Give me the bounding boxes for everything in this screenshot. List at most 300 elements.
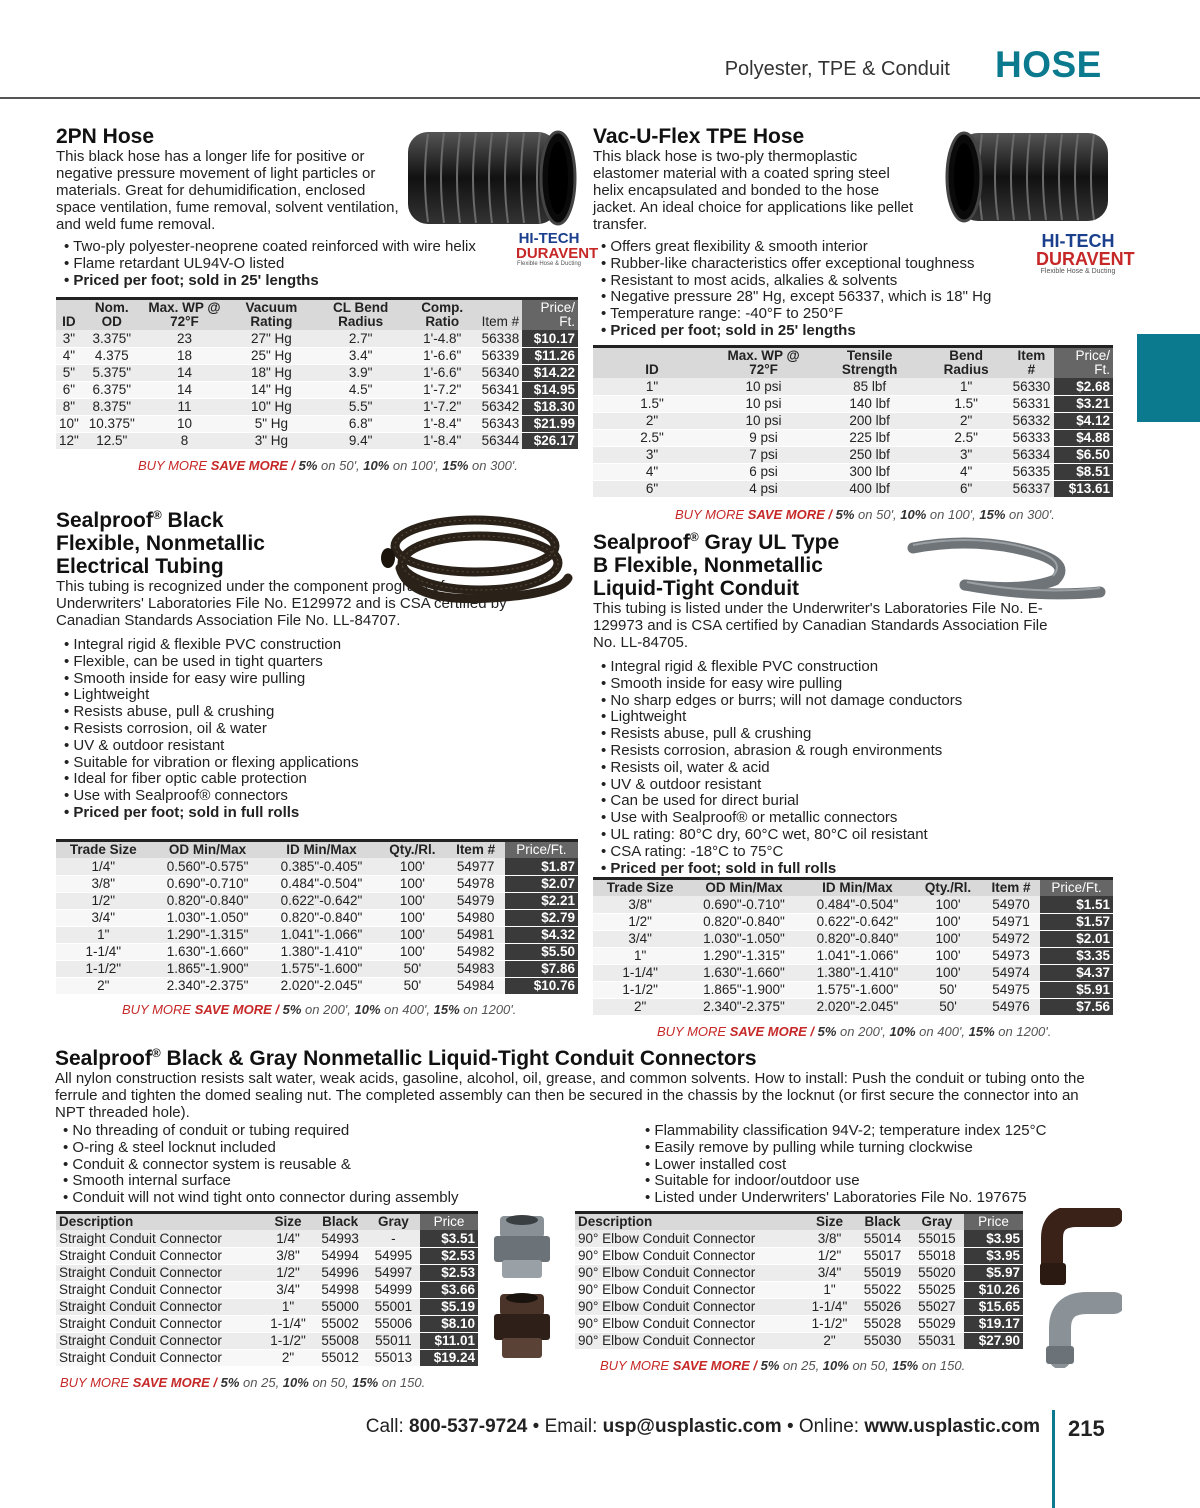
table-cell: 9 psi	[711, 429, 816, 446]
table-row	[593, 446, 1113, 463]
table-cell: 0.622"-0.642"	[265, 892, 379, 909]
table-cell: 11	[142, 398, 228, 415]
text-span: on 200',	[836, 1024, 890, 1039]
table-cell: 1"	[263, 1298, 314, 1315]
table-cell: 0.820"-0.840"	[151, 892, 265, 909]
table-cell: 55014	[855, 1230, 909, 1247]
col-header: Trade Size	[593, 880, 687, 896]
text-span: SAVE MORE	[210, 458, 288, 473]
feature-item: • Integral rigid & flexible PVC construction	[64, 637, 586, 654]
col-header: ID	[593, 348, 711, 378]
table-cell: 54974	[982, 964, 1040, 981]
table-cell: 10 psi	[711, 378, 816, 395]
text-span: on 200',	[301, 1002, 355, 1017]
table-row	[56, 1332, 478, 1349]
col-header: Price/Ft.	[505, 842, 578, 858]
price-cell: $7.86	[505, 960, 578, 977]
table-cell: 5" Hg	[227, 415, 315, 432]
table-cell: 2.5"	[923, 429, 1009, 446]
table-cell: 0.690"-0.710"	[151, 875, 265, 892]
table-cell: 10 psi	[711, 412, 816, 429]
table-cell: 1.030"-1.050"	[687, 930, 800, 947]
2pn-price-table	[56, 297, 578, 450]
table-cell: 90° Elbow Conduit Connector	[575, 1315, 804, 1332]
table-cell: 54984	[446, 977, 505, 994]
col-header: OD Min/Max	[687, 880, 800, 896]
table-cell: 54977	[446, 858, 505, 875]
price-cell: $2.53	[420, 1247, 478, 1264]
table-cell: 1-1/2"	[263, 1332, 314, 1349]
text-span: Sealproof	[56, 509, 153, 532]
text-span: BUY MORE	[675, 507, 748, 522]
price-cell: $3.51	[420, 1230, 478, 1247]
text-span: on 150.	[918, 1358, 966, 1373]
feature-item: • Flammability classification 94V-2; temperature index 125°C	[645, 1123, 1117, 1140]
table-cell: 1.030"-1.050"	[151, 909, 265, 926]
section-connectors	[55, 1042, 1115, 1121]
price-cell: $3.95	[964, 1247, 1023, 1264]
feature-list	[593, 659, 1133, 877]
price-cell: $14.22	[522, 364, 578, 381]
text-span: BUY MORE	[138, 458, 211, 473]
table-cell: 55011	[367, 1332, 420, 1349]
buy-more-promo	[675, 507, 1055, 522]
table-cell: 55026	[855, 1298, 909, 1315]
table-cell: 56341	[479, 381, 523, 398]
table-cell: 85 lbf	[816, 378, 923, 395]
text-span: /	[749, 1358, 761, 1373]
table-cell: 55015	[910, 1230, 964, 1247]
text-span: /	[287, 458, 299, 473]
price-cell: $10.76	[505, 977, 578, 994]
col-header: Max. WP @ 72°F	[711, 348, 816, 378]
table-cell: 1.041"-1.066"	[801, 947, 914, 964]
straight-connector-table	[56, 1211, 478, 1367]
table-cell: 55019	[855, 1264, 909, 1281]
table-cell: 2.020"-2.045"	[801, 998, 914, 1015]
table-cell: 2.340"-2.375"	[687, 998, 800, 1015]
price-cell: $1.51	[1040, 896, 1113, 913]
table-cell: Straight Conduit Connector	[56, 1264, 263, 1281]
col-header: Item #	[479, 300, 523, 330]
text-span: on 300'.	[468, 458, 518, 473]
table-cell: 54976	[982, 998, 1040, 1015]
table-cell: 200 lbf	[816, 412, 923, 429]
col-header: Qty./Rl.	[378, 842, 446, 858]
price-cell: $18.30	[522, 398, 578, 415]
table-cell: 100'	[914, 930, 982, 947]
price-cell: $26.17	[522, 432, 578, 449]
text-span: on 300'.	[1005, 507, 1055, 522]
table-cell: 56339	[479, 347, 523, 364]
table-cell: 1.575"-1.600"	[801, 981, 914, 998]
table-cell: 90° Elbow Conduit Connector	[575, 1230, 804, 1247]
table-cell: 55022	[855, 1281, 909, 1298]
price-cell: $4.12	[1054, 412, 1113, 429]
table-cell: 100'	[914, 964, 982, 981]
table-cell: 56337	[1009, 480, 1054, 497]
buy-more-promo	[138, 458, 518, 473]
table-cell: 55028	[855, 1315, 909, 1332]
product-title: Vac-U-Flex TPE Hose	[593, 125, 805, 148]
table-cell: 54973	[982, 947, 1040, 964]
text-span: 5%	[282, 1002, 302, 1017]
text-span: Sealproof	[593, 531, 690, 554]
feature-item: • Resists abuse, pull & crushing	[601, 726, 1133, 743]
table-cell: 3"	[56, 330, 82, 347]
table-cell: Straight Conduit Connector	[56, 1281, 263, 1298]
text-span: SAVE MORE	[747, 507, 825, 522]
table-cell: 5.5"	[315, 398, 405, 415]
table-cell: 1"	[804, 1281, 856, 1298]
section-title: HOSE	[995, 44, 1102, 85]
table-cell: 3/4"	[56, 909, 151, 926]
col-header: Qty./Rl.	[914, 880, 982, 896]
table-cell: Straight Conduit Connector	[56, 1332, 263, 1349]
text-span: Black & Gray Nonmetallic Liquid-Tight Conduit Connectors	[160, 1047, 757, 1070]
table-cell: 90° Elbow Conduit Connector	[575, 1332, 804, 1349]
table-cell: 3/4"	[804, 1264, 856, 1281]
feature-item: • Lightweight	[601, 709, 1133, 726]
feature-item: • Lower installed cost	[645, 1157, 1117, 1174]
table-cell: -	[367, 1230, 420, 1247]
table-cell: 1.290"-1.315"	[151, 926, 265, 943]
text-span: 10%	[354, 1002, 381, 1017]
col-header: Tensile Strength	[816, 348, 923, 378]
black-tubing-image	[370, 508, 580, 618]
feature-item: • Priced per foot; sold in 25' lengths	[64, 273, 586, 290]
table-cell: 56343	[479, 415, 523, 432]
text-span: BUY MORE	[60, 1375, 133, 1390]
price-cell: $7.56	[1040, 998, 1113, 1015]
table-cell: 5"	[56, 364, 82, 381]
feature-item: • Resists corrosion, oil & water	[64, 721, 586, 738]
text-span: on 400',	[380, 1002, 434, 1017]
table-cell: 3/8"	[263, 1247, 314, 1264]
table-cell: 4.375	[82, 347, 142, 364]
text-span: on 150.	[378, 1375, 426, 1390]
text-span: Black	[161, 509, 224, 532]
table-cell: 6"	[56, 381, 82, 398]
col-header: ID	[56, 300, 82, 330]
text-span: on 50,	[308, 1375, 353, 1390]
price-cell: $2.07	[505, 875, 578, 892]
text-span: • Email:	[527, 1416, 603, 1437]
table-cell: 1'-6.6"	[406, 364, 479, 381]
table-cell: 100'	[378, 926, 446, 943]
table-cell: 10.375"	[82, 415, 142, 432]
feature-item: • CSA rating: -18°C to 75°C	[601, 844, 1133, 861]
text-span: BUY MORE	[657, 1024, 730, 1039]
table-cell: 54981	[446, 926, 505, 943]
table-row	[593, 412, 1113, 429]
text-span: /	[806, 1024, 818, 1039]
table-cell: 54972	[982, 930, 1040, 947]
table-cell: 55031	[910, 1332, 964, 1349]
footer-divider	[1052, 1410, 1055, 1508]
table-cell: 9.4"	[315, 432, 405, 449]
price-cell: $2.53	[420, 1264, 478, 1281]
table-cell: 6"	[923, 480, 1009, 497]
table-cell: 10" Hg	[227, 398, 315, 415]
text-span: 15%	[442, 458, 469, 473]
table-row	[56, 1264, 478, 1281]
price-cell: $27.90	[964, 1332, 1023, 1349]
table-row	[56, 415, 578, 432]
feature-item: • Smooth internal surface	[63, 1173, 575, 1190]
table-cell: 3/4"	[593, 930, 687, 947]
price-cell: $8.51	[1054, 463, 1113, 480]
text-span: on 400',	[915, 1024, 969, 1039]
table-cell: 400 lbf	[816, 480, 923, 497]
table-cell: Straight Conduit Connector	[56, 1349, 263, 1366]
vac-price-table	[593, 345, 1113, 498]
table-row	[575, 1264, 1023, 1281]
table-cell: 1"	[923, 378, 1009, 395]
table-cell: 2"	[593, 412, 711, 429]
table-cell: 55017	[855, 1247, 909, 1264]
table-cell: 27" Hg	[227, 330, 315, 347]
table-cell: 10 psi	[711, 395, 816, 412]
col-header: Price/ Ft.	[522, 300, 578, 330]
table-cell: 1/2"	[804, 1247, 856, 1264]
table-cell: 250 lbf	[816, 446, 923, 463]
price-cell: $8.10	[420, 1315, 478, 1332]
col-header: Item #	[1009, 348, 1054, 378]
email-link[interactable]: usp@usplastic.com	[602, 1416, 782, 1437]
table-cell: 54995	[367, 1247, 420, 1264]
table-cell: 54979	[446, 892, 505, 909]
table-cell: 55000	[314, 1298, 367, 1315]
table-row	[56, 943, 578, 960]
table-cell: 100'	[378, 858, 446, 875]
table-cell: 0.560"-0.575"	[151, 858, 265, 875]
product-description: This tubing is recognized under the component program of Underwriters' Laboratories File No. E129972 and is CSA certified by Canadian Standards Association File No. LL-84707.	[56, 578, 507, 629]
table-cell: 6"	[593, 480, 711, 497]
text-span: on 50,	[848, 1358, 893, 1373]
table-cell: Straight Conduit Connector	[56, 1247, 263, 1264]
text-span: Electrical Tubing	[56, 555, 224, 578]
table-cell: 100'	[378, 875, 446, 892]
col-header: Gray	[910, 1214, 964, 1230]
col-header: ID Min/Max	[801, 880, 914, 896]
buy-more-promo	[657, 1024, 1051, 1039]
table-cell: 54998	[314, 1281, 367, 1298]
text-span: HI-TECH	[1041, 231, 1115, 251]
connector-features-right	[637, 1115, 1117, 1207]
table-row	[56, 398, 578, 415]
feature-item: • Integral rigid & flexible PVC construction	[601, 659, 1133, 676]
text-span: DURAVENT	[516, 245, 599, 262]
table-cell: 1/2"	[56, 892, 151, 909]
table-row	[56, 926, 578, 943]
text-span: /	[209, 1375, 221, 1390]
table-cell: 14	[142, 364, 228, 381]
table-cell: 1.5"	[593, 395, 711, 412]
table-row	[593, 981, 1113, 998]
table-row	[56, 1349, 478, 1366]
text-span: HI-TECH	[518, 230, 580, 247]
table-cell: 4"	[56, 347, 82, 364]
col-header: CL Bend Radius	[315, 300, 405, 330]
text-span: 5%	[835, 507, 855, 522]
table-cell: 1.630"-1.660"	[687, 964, 800, 981]
table-row	[593, 429, 1113, 446]
table-cell: 0.484"-0.504"	[265, 875, 379, 892]
table-row	[593, 947, 1113, 964]
text-span: on 50',	[317, 458, 364, 473]
table-cell: 54980	[446, 909, 505, 926]
text-span: 15%	[979, 507, 1006, 522]
table-cell: 2.7"	[315, 330, 405, 347]
table-cell: 2.020"-2.045"	[265, 977, 379, 994]
feature-item: • UV & outdoor resistant	[64, 738, 586, 755]
table-row	[56, 347, 578, 364]
table-cell: 6.8"	[315, 415, 405, 432]
table-cell: 0.820"-0.840"	[687, 913, 800, 930]
text-span: BUY MORE	[600, 1358, 673, 1373]
table-cell: 3"	[923, 446, 1009, 463]
text-span: ®	[152, 508, 162, 522]
text-span: SAVE MORE	[672, 1358, 750, 1373]
text-span: DURAVENT	[1036, 249, 1135, 269]
feature-item: • Negative pressure 28" Hg, except 56337, which is 18" Hg	[601, 289, 1133, 306]
elbow-connector-image	[1032, 1208, 1122, 1368]
feature-item: • Suitable for indoor/outdoor use	[645, 1173, 1117, 1190]
price-cell: $2.79	[505, 909, 578, 926]
text-span: 10%	[822, 1358, 849, 1373]
table-cell: 50'	[378, 960, 446, 977]
table-cell: 1.041"-1.066"	[265, 926, 379, 943]
feature-item: • Listed under Underwriters' Laboratories File No. 197675	[645, 1190, 1117, 1207]
table-cell: 8.375"	[82, 398, 142, 415]
table-row	[575, 1315, 1023, 1332]
table-cell: 1.865"-1.900"	[151, 960, 265, 977]
text-span: 15%	[433, 1002, 460, 1017]
table-cell: 6.375"	[82, 381, 142, 398]
col-header: Description	[575, 1214, 804, 1230]
feature-item: • Ideal for fiber optic cable protection	[64, 771, 586, 788]
table-row	[56, 364, 578, 381]
table-cell: 54997	[367, 1264, 420, 1281]
connector-features-left	[55, 1115, 575, 1207]
table-cell: 100'	[914, 947, 982, 964]
table-cell: 55006	[367, 1315, 420, 1332]
table-row	[56, 875, 578, 892]
table-cell: 0.820"-0.840"	[265, 909, 379, 926]
table-cell: 54994	[314, 1247, 367, 1264]
phone-number[interactable]: 800-537-9724	[409, 1416, 528, 1437]
website-link[interactable]: www.usplastic.com	[864, 1416, 1040, 1437]
price-cell: $3.95	[964, 1230, 1023, 1247]
table-cell: 3"	[593, 446, 711, 463]
table-cell: 7 psi	[711, 446, 816, 463]
col-header: Black	[855, 1214, 909, 1230]
price-cell: $2.21	[505, 892, 578, 909]
table-row	[56, 892, 578, 909]
price-cell: $15.65	[964, 1298, 1023, 1315]
table-cell: 90° Elbow Conduit Connector	[575, 1298, 804, 1315]
table-cell: 25" Hg	[227, 347, 315, 364]
elbow-connector-table	[575, 1211, 1023, 1350]
feature-item: • Resists oil, water & acid	[601, 760, 1133, 777]
text-span: 15%	[352, 1375, 379, 1390]
text-span: Gray UL Type	[698, 531, 840, 554]
table-cell: 1.5"	[923, 395, 1009, 412]
table-cell: 90° Elbow Conduit Connector	[575, 1264, 804, 1281]
table-row	[593, 378, 1113, 395]
price-cell: $13.61	[1054, 480, 1113, 497]
table-cell: 55012	[314, 1349, 367, 1366]
price-cell: $19.17	[964, 1315, 1023, 1332]
table-cell: 100'	[378, 892, 446, 909]
table-row	[575, 1230, 1023, 1247]
text-span: on 1200'.	[994, 1024, 1052, 1039]
feature-item: • Conduit will not wind tight onto connector during assembly	[63, 1190, 575, 1207]
table-row	[575, 1298, 1023, 1315]
page-number: 215	[1068, 1416, 1105, 1441]
table-cell: Straight Conduit Connector	[56, 1315, 263, 1332]
product-description: This black hose has a longer life for positive or negative pressure movement of light particles or materials. Great for dehumidification, enclosed space ventilation, fume removal, solvent ventilation, and weld fume removal.	[56, 148, 399, 233]
table-row	[56, 381, 578, 398]
feature-item: • Smooth inside for easy wire pulling	[64, 671, 586, 688]
table-cell: 1-1/4"	[804, 1298, 856, 1315]
col-header: Bend Radius	[923, 348, 1009, 378]
table-cell: 4.5"	[315, 381, 405, 398]
buy-more-promo	[122, 1002, 516, 1017]
feature-item: • O-ring & steel locknut included	[63, 1140, 575, 1157]
text-span: /	[824, 507, 836, 522]
table-cell: 1.865"-1.900"	[687, 981, 800, 998]
feature-item: • Two-ply polyester-neoprene coated reinforced with wire helix	[64, 239, 586, 256]
table-cell: 1'-7.2"	[406, 398, 479, 415]
table-row	[56, 1281, 478, 1298]
table-cell: 4 psi	[711, 480, 816, 497]
table-row	[593, 480, 1113, 497]
col-header: Vacuum Rating	[227, 300, 315, 330]
price-cell: $6.50	[1054, 446, 1113, 463]
product-title: 2PN Hose	[56, 125, 155, 148]
table-cell: 18	[142, 347, 228, 364]
table-cell: 50'	[914, 981, 982, 998]
table-cell: 1'-7.2"	[406, 381, 479, 398]
table-cell: 1/2"	[263, 1264, 314, 1281]
table-cell: 1.380"-1.410"	[801, 964, 914, 981]
text-span: BUY MORE	[122, 1002, 195, 1017]
table-cell: 1-1/2"	[593, 981, 687, 998]
table-cell: 54999	[367, 1281, 420, 1298]
table-cell: 4"	[923, 463, 1009, 480]
feature-item: • Temperature range: -40°F to 250°F	[601, 306, 1133, 323]
table-cell: 2"	[923, 412, 1009, 429]
table-row	[593, 896, 1113, 913]
feature-item: • Use with Sealproof® connectors	[64, 788, 586, 805]
table-cell: 1-1/4"	[56, 943, 151, 960]
text-span: Flexible Hose & Ducting	[1040, 268, 1116, 275]
table-row	[56, 1230, 478, 1247]
price-cell: $11.26	[522, 347, 578, 364]
price-cell: $5.97	[964, 1264, 1023, 1281]
hitech-duravent-logo	[516, 230, 599, 267]
col-header: Price/ Ft.	[1054, 348, 1113, 378]
table-cell: 2"	[56, 977, 151, 994]
text-span: ®	[151, 1046, 161, 1060]
col-header: Price	[964, 1214, 1023, 1230]
table-cell: 50'	[378, 977, 446, 994]
col-header: Price/Ft.	[1040, 880, 1113, 896]
hitech-duravent-logo	[1036, 231, 1135, 275]
table-row	[593, 913, 1113, 930]
